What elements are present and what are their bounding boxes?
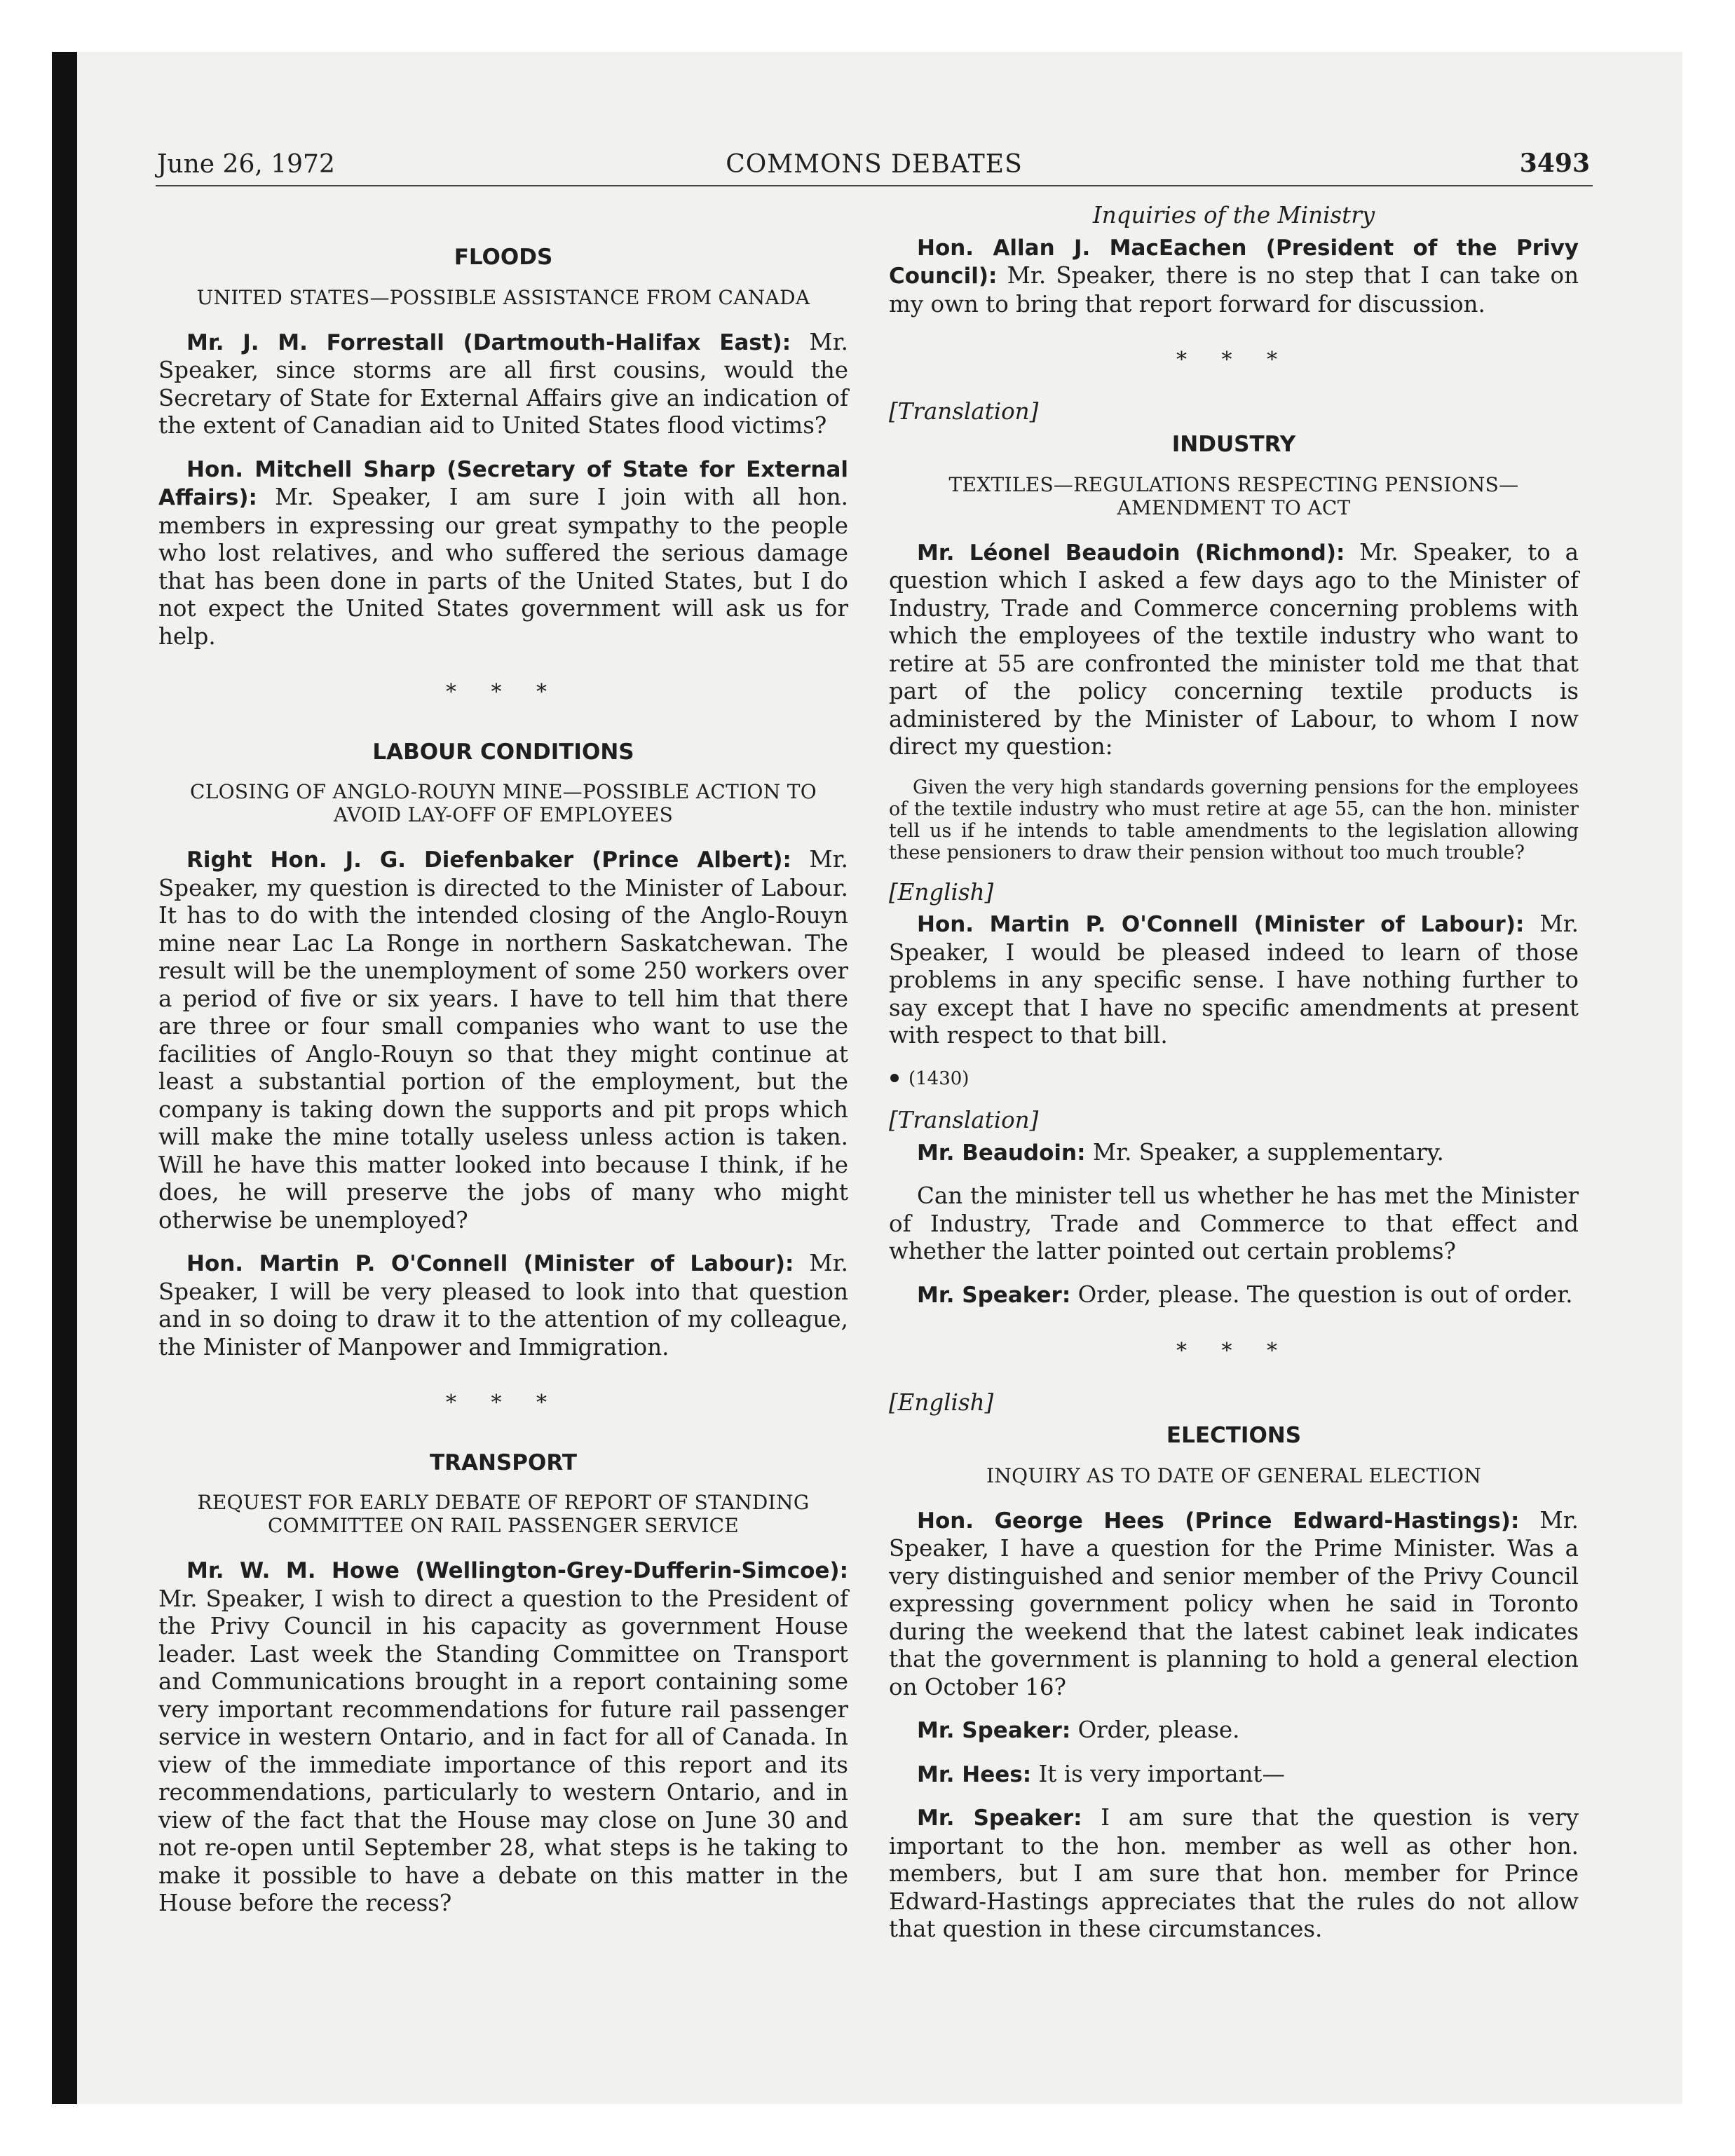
- section-separator: * * *: [1176, 348, 1292, 372]
- speaker-name: Hon. Martin P. O'Connell (Minister of Labour):: [186, 1251, 794, 1276]
- speaker-name: Mr. Beaudoin:: [917, 1140, 1086, 1166]
- section-subtitle-transport: REQUEST FOR EARLY DEBATE OF REPORT OF STANDING COMMITTEE ON RAIL PASSENGER SERVICE: [197, 1491, 810, 1537]
- speech-paragraph: [158, 456, 848, 651]
- section-title-elections: ELECTIONS: [1166, 1423, 1302, 1448]
- header-date: June 26, 1972: [157, 150, 335, 179]
- bullet-icon: [890, 1074, 899, 1082]
- right-column: [889, 202, 1579, 1959]
- document-page: [156, 0, 1593, 2156]
- header-page-number: 3493: [1519, 149, 1590, 178]
- speaker-name: Mr. Speaker:: [917, 1718, 1071, 1743]
- speaker-name: Hon. Martin P. O'Connell (Minister of Labour):: [917, 912, 1525, 937]
- speaker-name: Hon. George Hees (Prince Edward-Hastings):: [917, 1508, 1520, 1534]
- section-title-transport: TRANSPORT: [430, 1449, 577, 1475]
- section-separator: * * *: [445, 680, 562, 704]
- speech-paragraph: [158, 329, 848, 440]
- speaker-name: Mr. Léonel Beaudoin (Richmond):: [917, 540, 1345, 566]
- speech-text: Mr. Speaker, I would be pleased indeed to learn of those problems in any specific sense. I have nothing further to say except that I have no specific amendments at present with respect to that bill.: [889, 910, 1579, 1049]
- time-marker-text: (1430): [909, 1067, 969, 1089]
- speaker-name: Mr. W. M. Howe (Wellington-Grey-Dufferin-Simcoe):: [186, 1558, 848, 1583]
- section-subtitle-industry: TEXTILES—REGULATIONS RESPECTING PENSIONS—AMENDMENT TO ACT: [948, 472, 1519, 519]
- speech-paragraph: [889, 1761, 1579, 1789]
- section-title-floods: FLOODS: [454, 245, 553, 270]
- speech-text: Order, please. The question is out of order.: [1070, 1281, 1573, 1308]
- speaker-name: Mr. J. M. Forrestall (Dartmouth-Halifax East):: [186, 329, 791, 355]
- speech-paragraph: Can the minister tell us whether he has met the Minister of Industry, Trade and Commerce to that effect and whether the latter pointed out certain problems?: [889, 1182, 1579, 1264]
- speech-text: Order, please.: [1070, 1717, 1240, 1743]
- section-subtitle-elections: INQUIRY AS TO DATE OF GENERAL ELECTION: [986, 1464, 1482, 1487]
- running-head: Inquiries of the Ministry: [1092, 202, 1375, 228]
- section-title-industry: INDUSTRY: [1171, 432, 1296, 457]
- speech-text: It is very important—: [1031, 1760, 1285, 1787]
- speech-text: Mr. Speaker, since storms are all first cousins, would the Secretary of State for External Affairs give an indication of the extent of Canadian aid to United States flood victims?: [158, 328, 849, 439]
- speech-paragraph: [889, 1139, 1579, 1168]
- speech-paragraph: [889, 234, 1579, 319]
- speech-paragraph: [889, 1281, 1579, 1310]
- scan-binding-edge: [52, 52, 77, 2104]
- language-marker: [English]: [889, 1389, 994, 1416]
- section-subtitle-floods: UNITED STATES—POSSIBLE ASSISTANCE FROM CANADA: [196, 285, 810, 309]
- speech-text: Mr. Speaker, I will be very pleased to look into that question and in so doing to draw it to the attention of my colleague, the Minister of Manpower and Immigration.: [158, 1250, 849, 1360]
- header-journal-title: COMMONS DEBATES: [726, 150, 1023, 179]
- time-marker: [889, 1065, 1579, 1093]
- language-marker: [English]: [889, 878, 994, 906]
- section-subtitle-labour: CLOSING OF ANGLO-ROUYN MINE—POSSIBLE ACTION TO AVOID LAY-OFF OF EMPLOYEES: [190, 780, 817, 826]
- speech-text: I am sure that the question is very important to the hon. member as well as other hon. members, but I am sure that hon. member for Prince Edward-Hastings appreciates that the rules do not allow that question in these circumstances.: [889, 1804, 1579, 1942]
- section-separator: * * *: [445, 1391, 562, 1415]
- speech-paragraph: [889, 1507, 1579, 1702]
- speech-paragraph: [889, 539, 1579, 761]
- speech-paragraph: [889, 1717, 1579, 1745]
- speech-paragraph: [889, 910, 1579, 1050]
- speech-paragraph: [158, 1557, 848, 1918]
- speaker-name: Mr. Speaker:: [917, 1806, 1082, 1831]
- speech-text: Mr. Speaker, there is no step that I can take on my own to bring that report forward for discussion.: [889, 262, 1579, 318]
- speaker-name: Hon. Allan J. MacEachen (President of the Privy Council):: [889, 235, 1579, 289]
- page-header: [156, 146, 1593, 186]
- speech-text: Mr. Speaker, I am sure I join with all hon. members in expressing our great sympathy to the people who lost relatives, and who suffered the serious damage that has been done in parts of the United States, but I do not expect the United States government will ask us for help.: [158, 484, 848, 650]
- speech-text: Mr. Speaker, to a question which I asked a few days ago to the Minister of Industry, Trade and Commerce concerning problems with which the employees of the textile industry who want to retire at 55 are confronted the minister told me that that part of the policy concerning textile products is administered by the Minister of Labour, to whom I now direct my question:: [889, 538, 1579, 760]
- language-marker: [Translation]: [889, 397, 1039, 425]
- speech-text: Mr. Speaker, I wish to direct a question to the President of the Privy Council in his capacity as government House leader. Last week the Standing Committee on Transport and Communications brought in a report containing some very important recommendations for future rail passenger service in western Ontario, and in fact for all of Canada. In view of the immediate importance of this report and its recommendations, particularly to western Ontario, and in view of the fact that the House may close on June 30 and not re-open until September 28, what steps is he taking to make it possible to have a debate on this matter in the House before the recess?: [158, 1585, 848, 1916]
- language-marker: [Translation]: [889, 1107, 1039, 1133]
- section-title-labour: LABOUR CONDITIONS: [372, 739, 634, 765]
- speaker-name: Right Hon. J. G. Diefenbaker (Prince Albert):: [186, 847, 791, 873]
- speech-text: Mr. Speaker, my question is directed to the Minister of Labour. It has to do with the intended closing of the Anglo-Rouyn mine near Lac La Ronge in northern Saskatchewan. The result will be the unemployment of some 250 workers over a period of five or six years. I have to tell him that there are three or four small companies who want to use the facilities of Anglo-Rouyn so that they might continue at least a substantial portion of the employment, but the company is taking down the supports and pit props which will make the mine totally useless unless action is taken. Will he have this matter looked into because I think, if he does, he will preserve the jobs of many who might otherwise be unemployed?: [158, 846, 848, 1234]
- speech-paragraph: [889, 1804, 1579, 1944]
- speech-paragraph: [158, 1250, 848, 1361]
- speaker-name: Mr. Hees:: [917, 1761, 1032, 1787]
- section-separator: * * *: [1176, 1339, 1292, 1363]
- speaker-name: Mr. Speaker:: [917, 1282, 1071, 1308]
- speech-paragraph: [158, 846, 848, 1234]
- left-column: [158, 202, 848, 1933]
- speech-text: Mr. Speaker, a supplementary.: [1085, 1138, 1444, 1166]
- speaker-name: Hon. Mitchell Sharp (Secretary of State for External Affairs):: [158, 456, 848, 510]
- quoted-question: Given the very high standards governing pensions for the employees of the textile industry who must retire at age 55, can the hon. minister tell us if he intends to table amendments to the legislation allowing these pensioners to draw their pension without too much trouble?: [889, 776, 1579, 864]
- speech-text: Mr. Speaker, I have a question for the Prime Minister. Was a very distinguished and senior member of the Privy Council expressing government policy when he said in Toronto during the weekend that the latest cabinet leak indicates that the government is planning to hold a general election on October 16?: [889, 1506, 1579, 1700]
